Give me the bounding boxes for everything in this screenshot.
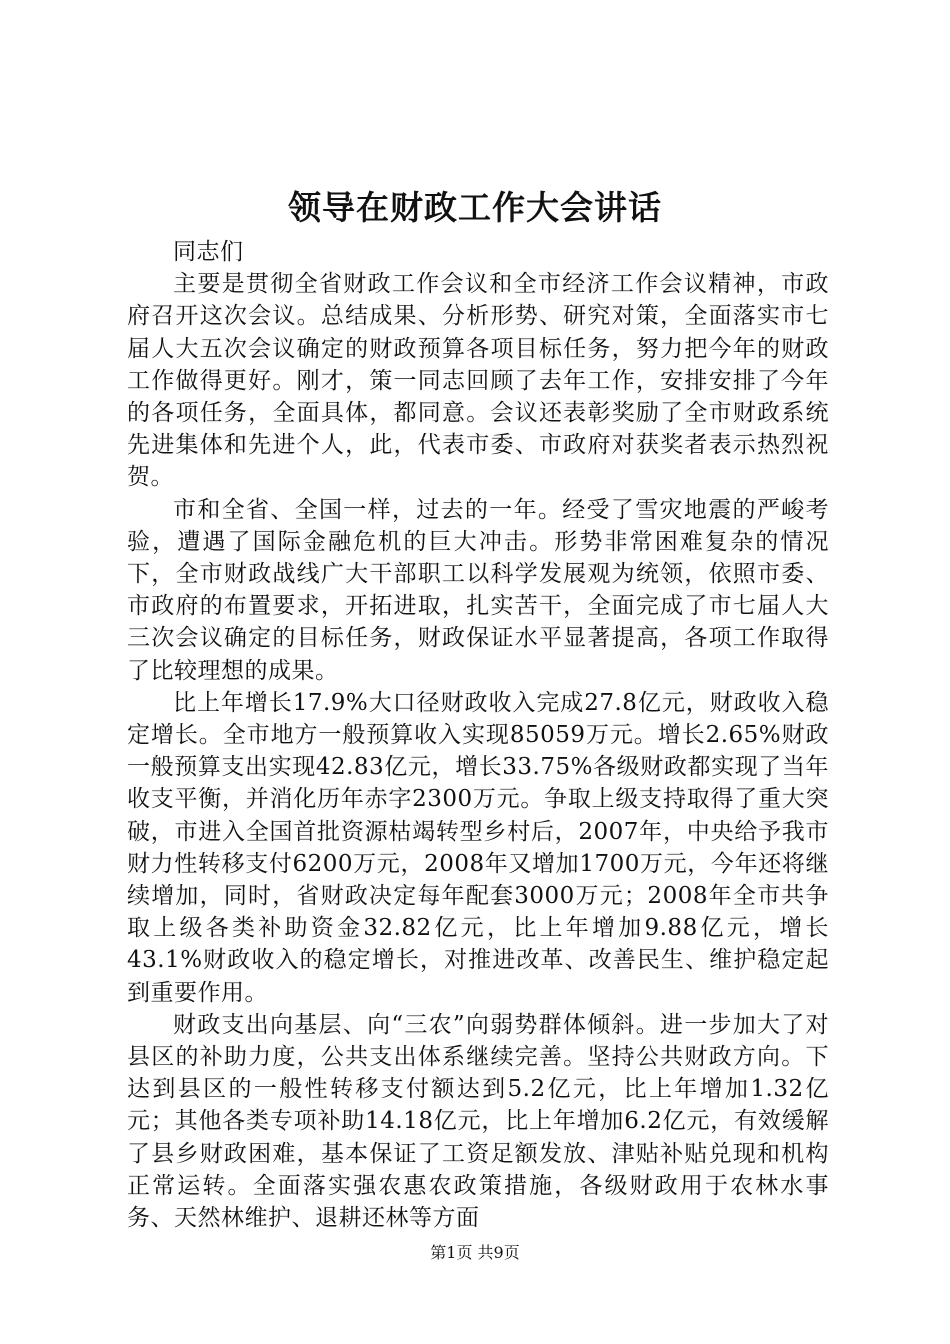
document-title: 领导在财政工作大会讲话 bbox=[288, 188, 662, 227]
paragraph-2: 市和全省、全国一样，过去的一年。经受了雪灾地震的严峻考验，遭遇了国际金融危机的巨大冲击。形势非常困难复杂的情况下，全市财政战线广大干部职工以科学发展观为统领，依照市委、市政府的布置要求，开拓进取，扎实苦干，全面完成了市七届人大三次会议确定的目标任务，财政保证水平显著提高，各项工作取得了比较理想的成果。 bbox=[127, 496, 829, 684]
page-footer: 第1页 共9页 bbox=[430, 1243, 520, 1262]
document-body bbox=[127, 236, 829, 1234]
paragraph-3: 比上年增长17.9%大口径财政收入完成27.8亿元，财政收入稳定增长。全市地方一般预算收入实现85059万元。增长2.65%财政一般预算支出实现42.83亿元，增长33.75%各级财政都实现了当年收支平衡，并消化历年赤字2300万元。争取上级支持取得了重大突破，市进入全国首批资源枯竭转型乡村后，2007年，中央给予我市财力性转移支付6200万元，2008年又增加1700万元，今年还将继续增加，同时，省财政决定每年配套3000万元；2008年全市共争取上级各类补助资金32.82亿元，比上年增加9.88亿元，增长43.1%财政收入的稳定增长，对推进改革、改善民生、维护稳定起到重要作用。 bbox=[127, 689, 829, 1006]
salutation: 同志们 bbox=[173, 239, 244, 265]
paragraph-1: 主要是贯彻全省财政工作会议和全市经济工作会议精神，市政府召开这次会议。总结成果、分析形势、研究对策，全面落实市七届人大五次会议确定的财政预算各项目标任务，努力把今年的财政工作做得更好。刚才，策一同志回顾了去年工作，安排安排了今年的各项任务，全面具体，都同意。会议还表彰奖励了全市财政系统先进集体和先进个人，此，代表市委、市政府对获奖者表示热烈祝贺。 bbox=[127, 271, 829, 491]
paragraph-4: 财政支出向基层、向“三农”向弱势群体倾斜。进一步加大了对县区的补助力度，公共支出体系继续完善。坚持公共财政方向。下达到县区的一般性转移支付额达到5.2亿元，比上年增加1.32亿元；其他各类专项补助14.18亿元，比上年增加6.2亿元，有效缓解了县乡财政困难，基本保证了工资足额发放、津贴补贴兑现和机构正常运转。全面落实强农惠农政策措施，各级财政用于农林水事务、天然林维护、退耕还林等方面 bbox=[127, 1011, 829, 1232]
